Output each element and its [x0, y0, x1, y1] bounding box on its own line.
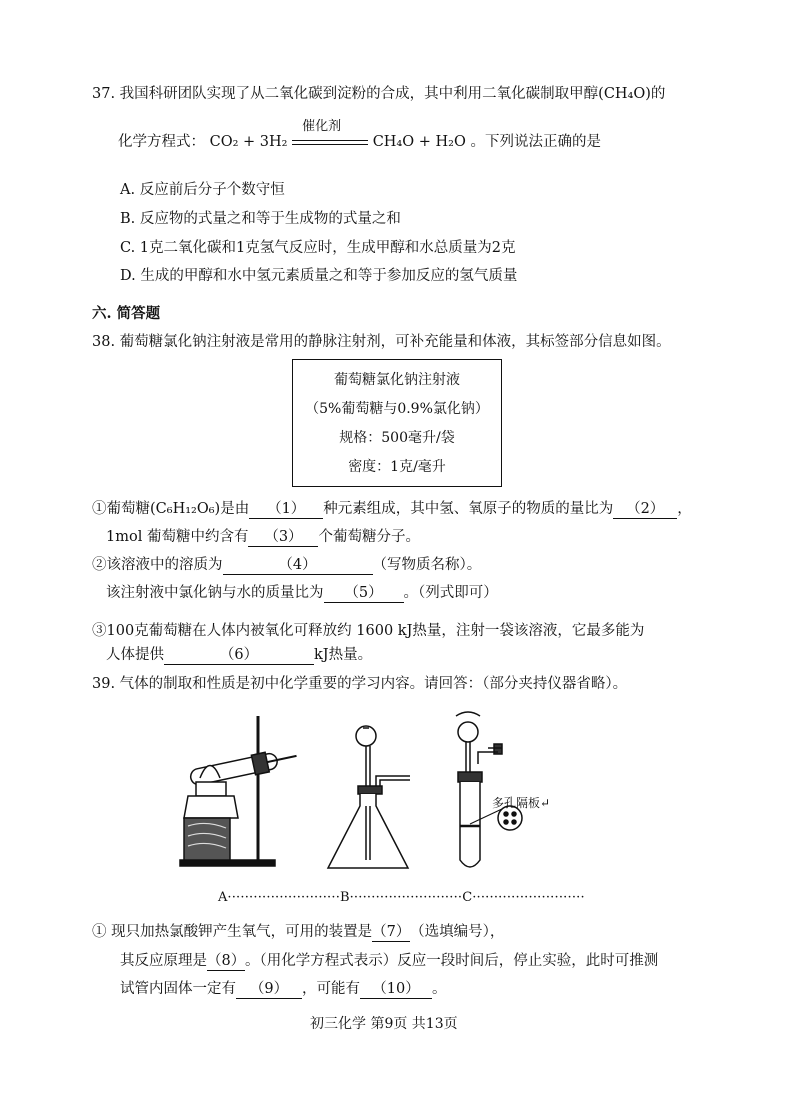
q38-p1-text-e: 个葡萄糖分子。: [318, 529, 420, 545]
apparatus-labels-row: [218, 890, 585, 905]
q38-part1-line1: [92, 497, 692, 519]
blank-8[interactable]: （8）: [207, 949, 245, 971]
apparatus-b: [328, 726, 410, 868]
q37-eq-suffix: 。下列说法正确的是: [470, 134, 601, 150]
q38-part3-line1: ③100克葡萄糖在人体内被氧化可释放约 1600 kJ热量，注射一袋该溶液，它最多能为: [92, 623, 645, 639]
q37-double-line: [292, 140, 368, 145]
dots-c-end: ··························: [472, 890, 585, 905]
q37-equation-line: [118, 119, 601, 151]
q39-part1-line1: [92, 920, 504, 942]
apparatus-a: [180, 716, 299, 866]
q39-part1-line3: [120, 977, 447, 999]
q38-part3-line2: [106, 643, 372, 665]
q37-option-d: D. 生成的甲醇和水中氢元素质量之和等于参加反应的氢气质量: [120, 268, 518, 284]
label-line-1: 葡萄糖氯化钠注射液: [334, 372, 460, 388]
dots-ab: ··························: [227, 890, 341, 905]
q37-stem-line1: 37. 我国科研团队实现了从二氧化碳到淀粉的合成，其中利用二氧化碳制取甲醇(CH₄O)的: [92, 86, 666, 102]
q38-p1-text-b: 种元素组成，其中氢、氧原子的物质的量比为: [323, 501, 614, 517]
q37-option-b: B. 反应物的式量之和等于生成物的式量之和: [120, 211, 401, 227]
q39-p1-text-a: ① 现只加热氯酸钾产生氧气，可用的装置是: [92, 924, 373, 940]
dots-bc: ··························: [349, 890, 463, 905]
label-a: A: [218, 890, 228, 905]
q37-eq-right: CH₄O + H₂O: [372, 134, 466, 150]
q38-part2-line2: [106, 581, 498, 603]
q39-part1-line2: [120, 949, 658, 971]
q39-p1-text-f: ，可能有: [302, 981, 360, 997]
blank-9[interactable]: （9）: [236, 977, 302, 999]
q37-option-c: C. 1克二氧化碳和1克氢气反应时，生成甲醇和水总质量为2克: [120, 240, 516, 256]
q38-p3-text-c: kJ热量。: [314, 647, 373, 663]
q38-part1-line2: [106, 525, 420, 547]
q37-eq-left: CO₂ + 3H₂: [209, 134, 288, 150]
blank-2[interactable]: （2）: [613, 497, 677, 519]
q39-p1-text-g: 。: [432, 981, 447, 997]
q38-p3-text-b: 人体提供: [106, 647, 164, 663]
label-b: B: [340, 890, 350, 905]
blank-6[interactable]: （6）: [164, 643, 314, 665]
blank-5[interactable]: （5）: [324, 581, 404, 603]
q38-p1-text-d: 1mol 葡萄糖中约含有: [106, 529, 249, 545]
q38-p2-text-c: 该注射液中氯化钠与水的质量比为: [106, 585, 324, 601]
section-heading: 六. 简答题: [92, 305, 161, 322]
porous-plate-label: 多孔隔板↵: [492, 796, 551, 810]
page-footer: 初三化学 第9页 共13页: [310, 1016, 458, 1032]
q37-eq-prefix: 化学方程式：: [118, 134, 205, 150]
q39-p1-text-d: 。（用化学方程式表示）反应一段时间后，停止实验，此时可推测: [245, 953, 659, 969]
q38-p2-text-b: （写物质名称）。: [372, 557, 482, 573]
injection-label-box: [292, 359, 502, 487]
blank-10[interactable]: （10）: [360, 977, 432, 999]
q37-eq-arrow: [292, 119, 368, 149]
q38-p2-text-a: ②该溶液中的溶质为: [92, 557, 223, 573]
q39-intro: 39. 气体的制取和性质是初中化学重要的学习内容。请回答：（部分夹持仪器省略）。: [92, 676, 628, 692]
q38-p2-text-d: 。（列式即可）: [403, 585, 498, 601]
label-line-2: （5%葡萄糖与0.9%氯化钠）: [305, 401, 489, 417]
apparatus-c: [456, 712, 522, 867]
label-line-3: 规格：500毫升/袋: [339, 430, 455, 446]
q38-p1-text-c: ，: [677, 501, 692, 517]
q38-intro: 38. 葡萄糖氯化钠注射液是常用的静脉注射剂，可补充能量和体液，其标签部分信息如图。: [92, 334, 671, 350]
q39-p1-text-c: 其反应原理是: [120, 953, 207, 969]
q38-p1-text-a: ①葡萄糖(C₆H₁₂O₆)是由: [92, 501, 250, 517]
blank-1[interactable]: （1）: [249, 497, 323, 519]
blank-7[interactable]: （7）: [372, 920, 410, 942]
blank-4[interactable]: （4）: [223, 553, 373, 575]
q39-p1-text-e: 试管内固体一定有: [120, 981, 236, 997]
blank-3[interactable]: （3）: [248, 525, 318, 547]
label-c: C: [462, 890, 473, 905]
q38-part2-line1: [92, 553, 481, 575]
q37-option-a: A. 反应前后分子个数守恒: [120, 182, 285, 198]
label-line-4: 密度：1克/毫升: [348, 459, 446, 475]
q39-p1-text-b: （选填编号），: [410, 924, 505, 940]
q37-catalyst: 催化剂: [302, 119, 342, 134]
